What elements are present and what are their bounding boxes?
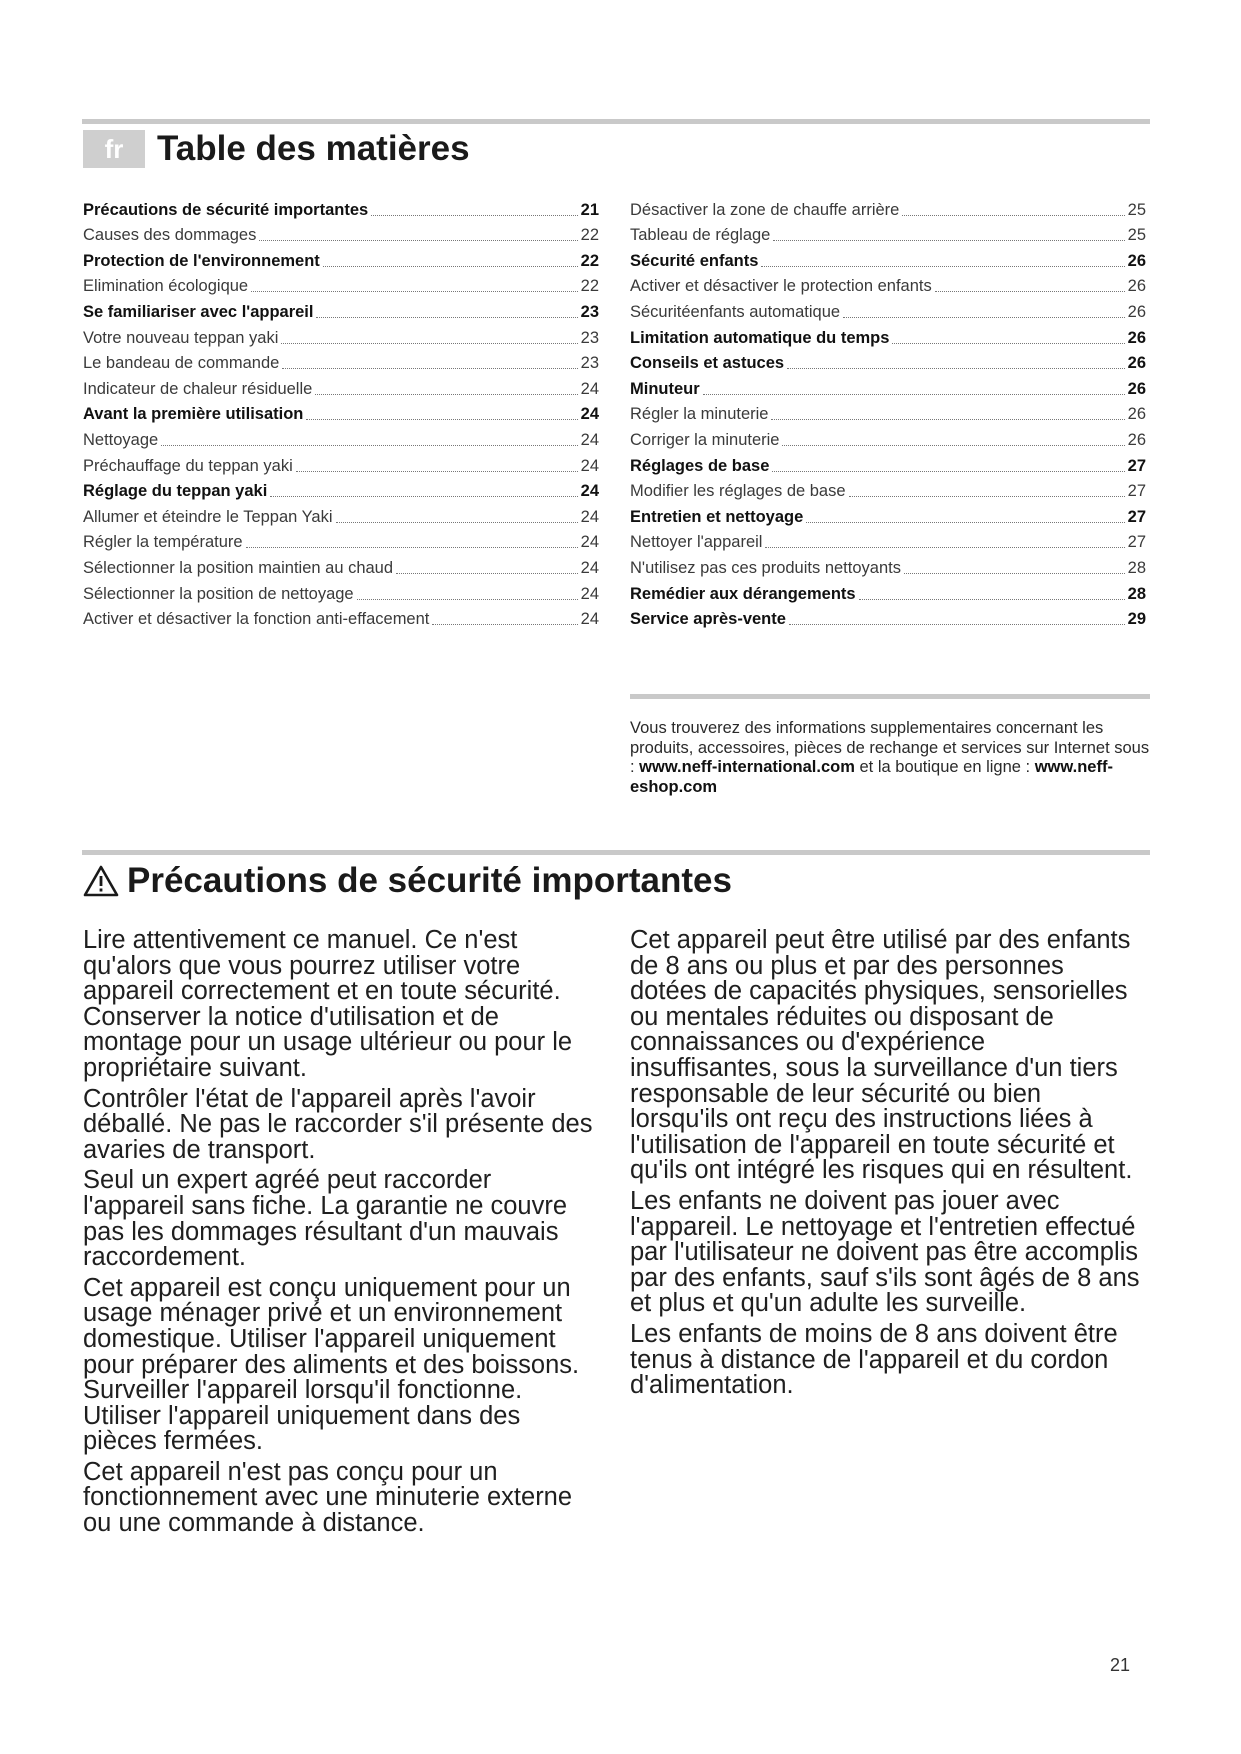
- toc-leader-dots: [246, 547, 578, 548]
- toc-entry-page: 26: [1127, 354, 1146, 373]
- toc-entry[interactable]: [83, 501, 599, 527]
- toc-entry-title: Indicateur de chaleur résiduelle: [83, 379, 313, 398]
- toc-entry[interactable]: [83, 450, 599, 476]
- toc-entry-title: Corriger la minuterie: [630, 430, 780, 449]
- toc-entry[interactable]: [83, 296, 599, 322]
- toc-entry[interactable]: [630, 373, 1146, 399]
- info-text-before: Vous trouverez des informations supplementaires concernant les produits, accessoires, pièces de rechange et services sur Internet sous :: [630, 719, 1150, 776]
- toc-entry-title: Avant la première utilisation: [83, 405, 304, 424]
- toc-title: Table des matières: [157, 129, 470, 168]
- toc-leader-dots: [761, 266, 1124, 267]
- toc-entry-title: Remédier aux dérangements: [630, 584, 856, 603]
- toc-leader-dots: [782, 445, 1124, 446]
- toc-entry[interactable]: [630, 296, 1146, 322]
- toc-entry-title: Limitation automatique du temps: [630, 328, 890, 347]
- toc-leader-dots: [849, 496, 1125, 497]
- toc-entry-title: Causes des dommages: [83, 226, 257, 245]
- toc-leader-dots: [270, 496, 577, 497]
- toc-leader-dots: [296, 471, 578, 472]
- toc-entry[interactable]: [630, 245, 1146, 271]
- toc-entry[interactable]: [83, 271, 599, 297]
- toc-leader-dots: [703, 394, 1125, 395]
- toc-entry[interactable]: [630, 424, 1146, 450]
- toc-entry-title: Réglage du teppan yaki: [83, 482, 268, 501]
- toc-entry-page: 24: [580, 379, 599, 398]
- toc-entry-title: N'utilisez pas ces produits nettoyants: [630, 558, 901, 577]
- toc-entry-page: 26: [1127, 405, 1146, 424]
- toc-entry[interactable]: [630, 501, 1146, 527]
- toc-entry[interactable]: [630, 220, 1146, 246]
- toc-entry-page: 27: [1127, 507, 1146, 526]
- toc-leader-dots: [323, 266, 578, 267]
- toc-entry[interactable]: [83, 220, 599, 246]
- toc-entry[interactable]: [83, 552, 599, 578]
- toc-entry-title: Minuteur: [630, 379, 700, 398]
- toc-entry[interactable]: [83, 194, 599, 220]
- toc-entry-title: Préchauffage du teppan yaki: [83, 456, 293, 475]
- toc-leader-dots: [859, 599, 1125, 600]
- toc-entry-page: 24: [580, 405, 599, 424]
- toc-leader-dots: [787, 368, 1125, 369]
- toc-entry-title: Votre nouveau teppan yaki: [83, 328, 279, 347]
- toc-entry[interactable]: [83, 527, 599, 553]
- toc-entry-page: 28: [1127, 584, 1146, 603]
- safety-paragraph: Seul un expert agréé peut raccorder l'appareil sans fiche. La garantie ne couvre pas les dommages résultant d'un mauvais raccordement.: [83, 1166, 568, 1272]
- safety-title: Précautions de sécurité importantes: [127, 861, 732, 900]
- toc-entry-title: Réglages de base: [630, 456, 770, 475]
- toc-entry-page: 24: [580, 456, 599, 475]
- toc-entry-title: Sécurité enfants: [630, 251, 759, 270]
- toc-entry-page: 27: [1127, 533, 1146, 552]
- toc-entry[interactable]: [83, 348, 599, 374]
- toc-entry[interactable]: [83, 424, 599, 450]
- toc-leader-dots: [371, 215, 577, 216]
- toc-entry[interactable]: [83, 604, 599, 630]
- safety-top-rule: [82, 850, 1150, 855]
- toc-leader-dots: [772, 471, 1124, 472]
- toc-entry[interactable]: [83, 399, 599, 425]
- info-text: [630, 719, 1150, 797]
- toc-leader-dots: [282, 368, 577, 369]
- toc-entry[interactable]: [630, 399, 1146, 425]
- toc-leader-dots: [843, 317, 1125, 318]
- toc-entry-page: 22: [580, 251, 599, 270]
- toc-leader-dots: [316, 317, 577, 318]
- toc-leader-dots: [251, 291, 578, 292]
- safety-paragraph: Cet appareil peut être utilisé par des enfants de 8 ans ou plus et par des personnes dotées de capacités physiques, sensorielles ou mentales réduites ou disposant de connaissances ou d'expérience insuffisantes, sous la surveillance d'un tiers responsable de leur sécurité ou bien lorsqu'ils ont reçu des instructions liées à l'utilisation de l'appareil en toute sécurité et qu'ils ont intégré les risques qui en résultent.: [630, 926, 1133, 1185]
- toc-entry-title: Sélectionner la position maintien au chaud: [83, 558, 394, 577]
- toc-entry-page: 25: [1127, 226, 1146, 245]
- link-neff-eshop[interactable]: www.neff-eshop.com: [630, 758, 1113, 796]
- toc-entry-page: 22: [580, 226, 599, 245]
- toc-entry[interactable]: [630, 527, 1146, 553]
- toc-leader-dots: [259, 240, 577, 241]
- toc-leader-dots: [892, 343, 1124, 344]
- toc-entry-title: Conseils et astuces: [630, 354, 785, 373]
- toc-entry-page: 27: [1127, 482, 1146, 501]
- toc-entry-title: Activer et désactiver la fonction anti-effacement: [83, 610, 430, 629]
- toc-entry-title: Nettoyage: [83, 430, 159, 449]
- toc-entry-page: 27: [1127, 456, 1146, 475]
- toc-entry-page: 23: [580, 302, 599, 321]
- toc-entry-title: Régler la minuterie: [630, 405, 769, 424]
- safety-paragraph: Cet appareil est conçu uniquement pour un usage ménager privé et un environnement domestique. Utiliser l'appareil uniquement pour préparer des aliments et des boissons. Surveiller l'appareil lorsqu'il fonctionne. Utiliser l'appareil uniquement dans des pièces fermées.: [83, 1273, 580, 1456]
- toc-leader-dots: [357, 599, 578, 600]
- info-text-middle: et la boutique en ligne :: [854, 758, 1035, 776]
- safety-column-left: [83, 928, 593, 1542]
- toc-entry[interactable]: [83, 322, 599, 348]
- toc-entry-title: Le bandeau de commande: [83, 354, 280, 373]
- toc-entry-title: Protection de l'environnement: [83, 251, 320, 270]
- toc-entry-page: 24: [580, 482, 599, 501]
- toc-entry-title: Modifier les réglages de base: [630, 482, 846, 501]
- toc-entry-title: Sécuritéenfants automatique: [630, 302, 841, 321]
- toc-entry-title: Précautions de sécurité importantes: [83, 200, 369, 219]
- toc-leader-dots: [765, 547, 1124, 548]
- toc-entry[interactable]: [630, 271, 1146, 297]
- page-number: 21: [1110, 1655, 1131, 1675]
- safety-column-right: [630, 928, 1140, 1404]
- toc-leader-dots: [935, 291, 1125, 292]
- safety-paragraph: Les enfants de moins de 8 ans doivent être tenus à distance de l'appareil et du cordon d'alimentation.: [630, 1319, 1118, 1400]
- toc-leader-dots: [806, 522, 1124, 523]
- toc-leader-dots: [771, 419, 1124, 420]
- safety-paragraph: Les enfants ne doivent pas jouer avec l'appareil. Le nettoyage et l'entretien effectué par l'utilisateur ne doivent pas être accomplis par des enfants, sauf s'ils sont âgés de 8 ans et plus et qu'un adulte les surveille.: [630, 1186, 1140, 1318]
- toc-entry[interactable]: [83, 476, 599, 502]
- toc-column-left: [83, 194, 599, 629]
- toc-leader-dots: [336, 522, 578, 523]
- toc-entry-page: 24: [580, 507, 599, 526]
- toc-entry[interactable]: [630, 348, 1146, 374]
- toc-entry-title: Sélectionner la position de nettoyage: [83, 584, 354, 603]
- language-tag: fr: [83, 130, 145, 168]
- toc-entry-page: 23: [580, 354, 599, 373]
- toc-leader-dots: [281, 343, 577, 344]
- warning-triangle-icon: [83, 864, 119, 898]
- toc-leader-dots: [904, 573, 1125, 574]
- toc-entry-page: 24: [580, 584, 599, 603]
- toc-leader-dots: [306, 419, 577, 420]
- toc-entry-page: 21: [580, 200, 599, 219]
- toc-entry[interactable]: [630, 578, 1146, 604]
- toc-entry-title: Activer et désactiver le protection enfants: [630, 277, 932, 296]
- toc-entry-page: 26: [1127, 430, 1146, 449]
- toc-entry-title: Entretien et nettoyage: [630, 507, 804, 526]
- toc-entry-page: 26: [1127, 277, 1146, 296]
- toc-leader-dots: [432, 624, 577, 625]
- toc-entry-title: Désactiver la zone de chauffe arrière: [630, 200, 900, 219]
- toc-entry[interactable]: [630, 194, 1146, 220]
- safety-heading: [83, 860, 732, 902]
- toc-entry[interactable]: [83, 578, 599, 604]
- link-neff-international[interactable]: www.neff-international.com: [639, 758, 855, 776]
- toc-leader-dots: [315, 394, 577, 395]
- safety-paragraph: Lire attentivement ce manuel. Ce n'est qu'alors que vous pourrez utiliser votre appareil correctement et en toute sécurité. Conserver la notice d'utilisation et de montage pour un usage ultérieur ou pour le propriétaire suivant.: [83, 926, 573, 1082]
- toc-entry[interactable]: [83, 373, 599, 399]
- toc-entry-page: 26: [1127, 251, 1146, 270]
- toc-leader-dots: [396, 573, 578, 574]
- toc-leader-dots: [789, 624, 1125, 625]
- toc-entry-page: 23: [580, 328, 599, 347]
- toc-entry-page: 26: [1127, 379, 1146, 398]
- toc-leader-dots: [902, 215, 1124, 216]
- safety-paragraph: Cet appareil n'est pas conçu pour un fonctionnement avec une minuterie externe ou une commande à distance.: [83, 1457, 573, 1538]
- toc-entry-page: 29: [1127, 610, 1146, 629]
- toc-entry[interactable]: [630, 450, 1146, 476]
- toc-top-rule: [82, 119, 1150, 124]
- toc-entry-title: Régler la température: [83, 533, 243, 552]
- toc-entry-title: Tableau de réglage: [630, 226, 771, 245]
- toc-entry-title: Allumer et éteindre le Teppan Yaki: [83, 507, 333, 526]
- toc-entry-page: 24: [580, 558, 599, 577]
- toc-entry-title: Service après-vente: [630, 610, 786, 629]
- toc-entry-page: 24: [580, 610, 599, 629]
- toc-column-right: [630, 194, 1146, 629]
- info-rule: [630, 694, 1150, 699]
- toc-entry-page: 26: [1127, 302, 1146, 321]
- safety-paragraph: Contrôler l'état de l'appareil après l'avoir déballé. Ne pas le raccorder s'il présente des avaries de transport.: [83, 1084, 593, 1164]
- toc-entry[interactable]: [630, 552, 1146, 578]
- toc-entry-title: Se familiariser avec l'appareil: [83, 302, 314, 321]
- toc-entry-page: 25: [1127, 200, 1146, 219]
- toc-leader-dots: [773, 240, 1124, 241]
- toc-entry-title: Nettoyer l'appareil: [630, 533, 763, 552]
- toc-entry-page: 22: [580, 277, 599, 296]
- toc-entry-title: Elimination écologique: [83, 277, 249, 296]
- toc-leader-dots: [161, 445, 577, 446]
- toc-entry[interactable]: [630, 322, 1146, 348]
- toc-entry[interactable]: [630, 476, 1146, 502]
- toc-entry[interactable]: [83, 245, 599, 271]
- toc-entry[interactable]: [630, 604, 1146, 630]
- toc-entry-page: 24: [580, 533, 599, 552]
- toc-entry-page: 26: [1127, 328, 1146, 347]
- toc-entry-page: 24: [580, 430, 599, 449]
- toc-entry-page: 28: [1127, 558, 1146, 577]
